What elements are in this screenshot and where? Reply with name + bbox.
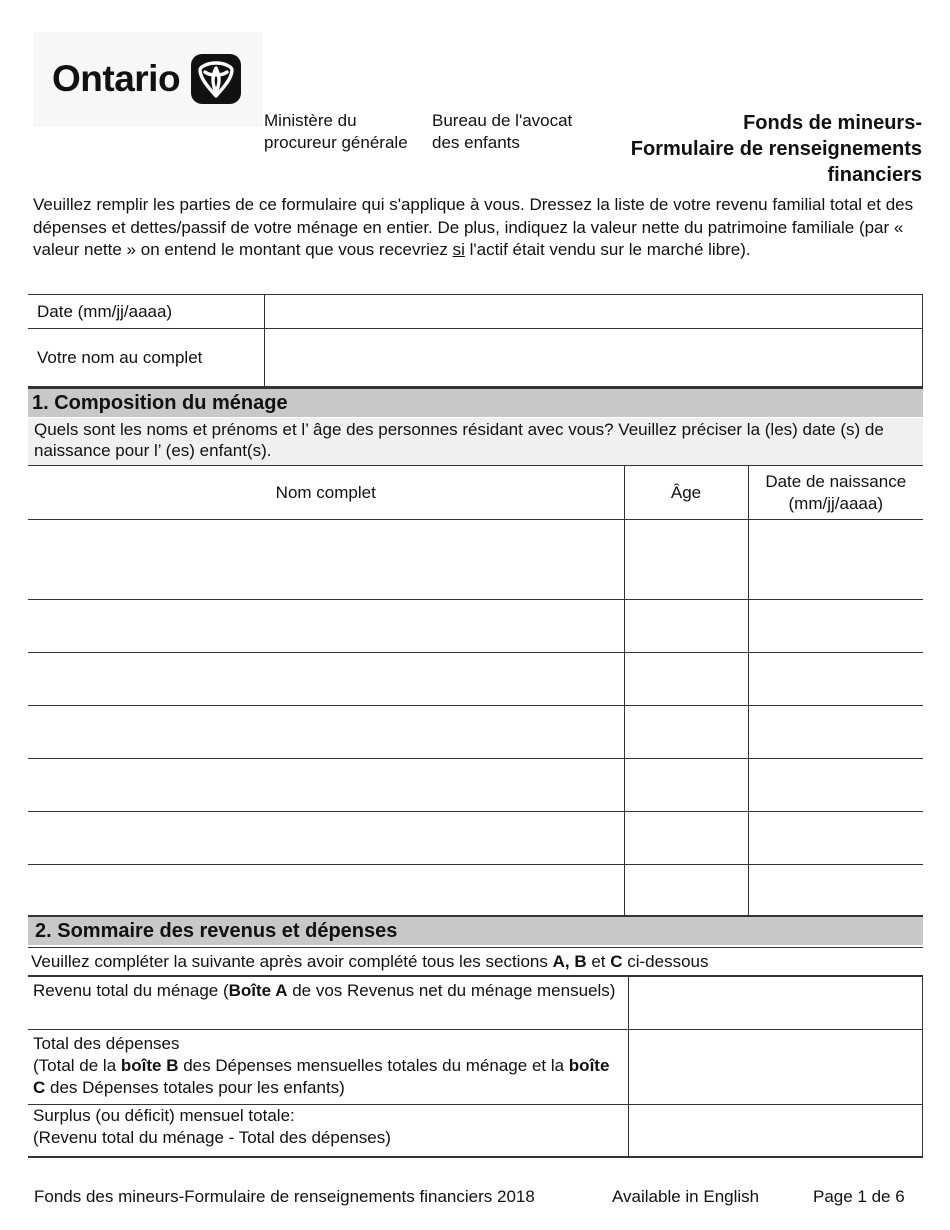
total-expenses-label	[28, 1030, 629, 1104]
birth-date-cell[interactable]	[748, 520, 923, 600]
name-cell[interactable]	[28, 812, 624, 865]
table-row	[28, 600, 923, 653]
total-income-row	[28, 977, 923, 1029]
name-cell[interactable]	[28, 520, 624, 600]
intro-text-end: l'actif était vendu sur le marché libre).	[464, 240, 751, 259]
logo-wordmark: Ontario	[52, 58, 181, 99]
table-row	[28, 706, 923, 759]
trillium-icon	[191, 54, 241, 104]
section-2-instr-text: Veuillez compléter la suivante après avoir complété tous les sections	[31, 951, 553, 971]
section-2-instr-end: ci-dessous	[622, 951, 709, 971]
box-b-ref: boîte B	[120, 1056, 179, 1075]
ministry-line-2: procureur générale	[264, 133, 408, 152]
footer-page-number: Page 1 de 6	[813, 1187, 905, 1206]
section-2-title: 2. Sommaire des revenus et dépenses	[28, 915, 923, 945]
age-cell[interactable]	[624, 653, 748, 706]
age-cell[interactable]	[624, 759, 748, 812]
age-cell[interactable]	[624, 520, 748, 600]
bureau-line-2: des enfants	[432, 133, 520, 152]
section-2-instructions	[28, 947, 923, 977]
name-cell[interactable]	[28, 706, 624, 759]
total-expenses-text-end: des Dépenses totales pour les enfants)	[45, 1078, 345, 1097]
age-cell[interactable]	[624, 600, 748, 653]
table-row	[28, 653, 923, 706]
form-title-line-2: Formulaire de renseignements	[630, 138, 922, 160]
total-expenses-text: (Total de la	[33, 1056, 121, 1075]
birth-date-cell[interactable]	[748, 600, 923, 653]
section-2-instr-et: et	[586, 951, 611, 971]
name-row	[28, 328, 922, 386]
box-c-ref: boîte C	[33, 1056, 610, 1097]
age-cell[interactable]	[624, 812, 748, 865]
total-income-input[interactable]	[629, 977, 923, 1029]
column-header-full-name: Nom complet	[28, 466, 624, 520]
monthly-surplus-input[interactable]	[629, 1105, 923, 1156]
section-2-instr-c: C	[610, 951, 623, 971]
birth-date-cell[interactable]	[748, 653, 923, 706]
date-label: Date (mm/jj/aaaa)	[28, 295, 265, 328]
form-title-line-1: Fonds de mineurs-	[743, 112, 922, 134]
footer-form-name: Fonds des mineurs-Formulaire de renseignements financiers 2018	[34, 1187, 535, 1206]
age-cell[interactable]	[624, 706, 748, 759]
box-a-ref: Boîte A	[228, 981, 288, 1000]
name-cell[interactable]	[28, 600, 624, 653]
ministry-line-1: Ministère du	[264, 111, 357, 130]
section-1-instructions: Quels sont les noms et prénoms et l’ âge des personnes résidant avec vous? Veuillez préciser la (les) date (s) de naissance pour l’ (es) enfant(s).	[28, 418, 923, 465]
total-expenses-detail	[33, 1055, 623, 1099]
table-row	[28, 759, 923, 812]
birth-date-cell[interactable]	[748, 706, 923, 759]
date-input[interactable]	[265, 295, 922, 328]
intro-paragraph	[33, 194, 925, 262]
intro-underlined: si	[452, 240, 465, 259]
section-2-instr-ab: A, B	[552, 951, 587, 971]
name-cell[interactable]	[28, 653, 624, 706]
name-cell[interactable]	[28, 759, 624, 812]
total-expenses-input[interactable]	[629, 1030, 923, 1104]
birth-date-cell[interactable]	[748, 759, 923, 812]
monthly-surplus-title: Surplus (ou déficit) mensuel totale:	[33, 1106, 295, 1125]
date-row	[28, 295, 922, 328]
identity-table	[28, 294, 923, 388]
household-table	[28, 465, 923, 918]
full-name-label: Votre nom au complet	[28, 329, 265, 386]
form-title-line-3: financiers	[827, 164, 922, 186]
column-header-age: Âge	[624, 466, 748, 520]
section-1-title: 1. Composition du ménage	[28, 387, 923, 417]
total-income-label	[28, 977, 629, 1029]
total-income-text-end: de vos Revenus net du ménage mensuels)	[287, 981, 616, 1000]
age-cell[interactable]	[624, 865, 748, 918]
birth-date-cell[interactable]	[748, 865, 923, 918]
full-name-input[interactable]	[265, 329, 922, 386]
table-row	[28, 520, 923, 600]
summary-table	[28, 977, 923, 1158]
table-row	[28, 812, 923, 865]
table-row	[28, 865, 923, 918]
column-header-birth-date: Date de naissance (mm/jj/aaaa)	[748, 466, 923, 520]
birth-date-cell[interactable]	[748, 812, 923, 865]
total-expenses-row	[28, 1029, 923, 1104]
name-cell[interactable]	[28, 865, 624, 918]
monthly-surplus-row	[28, 1104, 923, 1156]
intro-text: Veuillez remplir les parties de ce formulaire qui s'applique à vous. Dressez la liste de votre revenu familial total et des dépenses et dettes/passif de votre ménage en entier. De plus, indiquez la valeur nette du patrimoine familiale (par « valeur nette » on entend le montant que vous recevriez	[33, 195, 914, 259]
monthly-surplus-label	[28, 1105, 629, 1156]
bureau-line-1: Bureau de l'avocat	[432, 111, 573, 130]
footer-available-english: Available in English	[612, 1187, 760, 1206]
form-title	[562, 110, 922, 188]
ministry-name	[264, 110, 429, 154]
total-expenses-text-mid: des Dépenses mensuelles totales du ménage et la	[178, 1056, 569, 1075]
total-expenses-title: Total des dépenses	[33, 1034, 180, 1053]
total-income-text: Revenu total du ménage (	[33, 981, 229, 1000]
household-header-row	[28, 466, 923, 520]
monthly-surplus-detail: (Revenu total du ménage - Total des dépenses)	[33, 1128, 391, 1147]
